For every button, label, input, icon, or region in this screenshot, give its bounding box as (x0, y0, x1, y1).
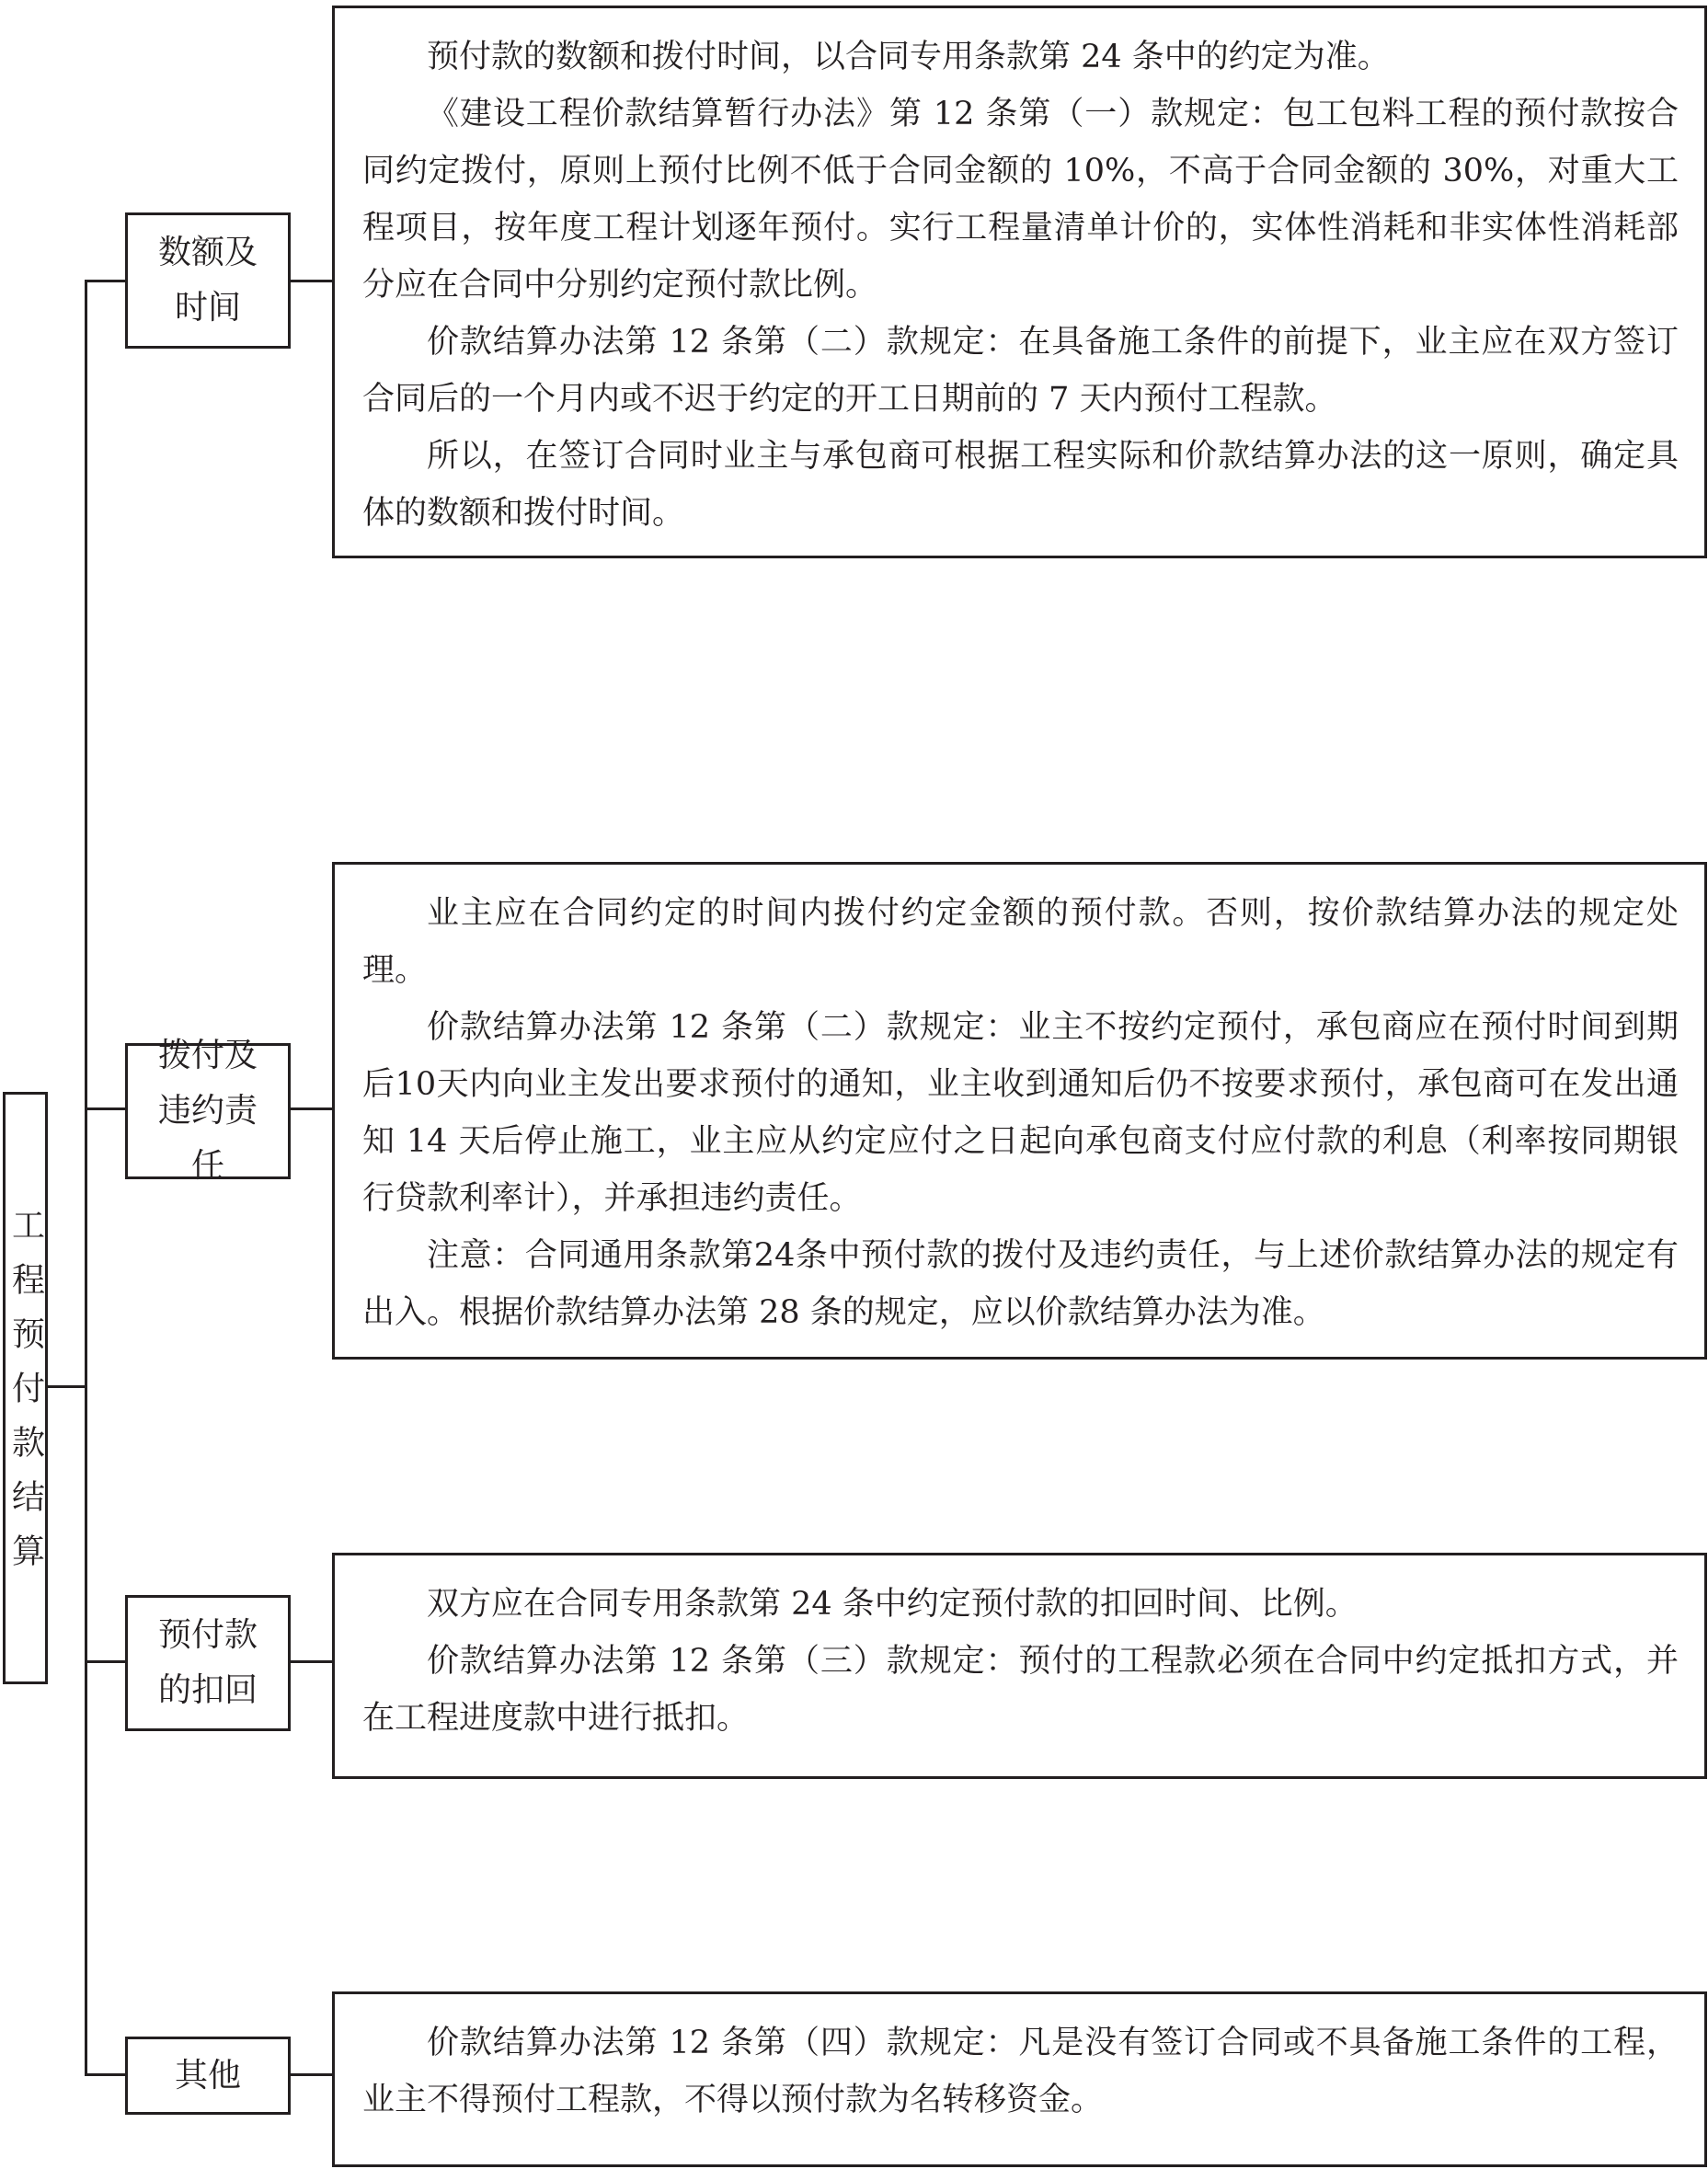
root-node (3, 1092, 48, 1684)
detail-connector-3 (291, 1660, 332, 1663)
root-label: 工程预付款结算 (6, 1207, 45, 1588)
branch-connector-1 (85, 280, 125, 282)
detail-paragraph: 双方应在合同专用条款第 24 条中约定预付款的扣回时间、比例。 (427, 1586, 1358, 1623)
detail-connector-1 (291, 280, 332, 282)
detail-payment-liability (332, 862, 1707, 1360)
category-payment-liability (125, 1037, 291, 1185)
detail-paragraph: 业主应在合同约定的时间内拨付约定金额的预付款。否则，按价款结算办法的规定处理。 (362, 895, 1679, 989)
detail-deduction (332, 1553, 1707, 1779)
category-deduction (125, 1595, 291, 1731)
branch-connector-2 (85, 1107, 125, 1110)
detail-connector-2 (291, 1107, 332, 1110)
detail-paragraph: 价款结算办法第 12 条第（四）款规定：凡是没有签订合同或不具备施工条件的工程，业主不得预付工程款，不得以预付款为名转移资金。 (362, 2025, 1679, 2118)
detail-paragraph: 注意：合同通用条款第24条中预付款的拨付及违约责任，与上述价款结算办法的规定有出入。根据价款结算办法第 28 条的规定，应以价款结算办法为准。 (362, 1237, 1679, 1331)
detail-paragraph: 价款结算办法第 12 条第（二）款规定：在具备施工条件的前提下，业主应在双方签订合同后的一个月内或不迟于约定的开工日期前的 7 天内预付工程款。 (362, 324, 1679, 418)
category-label: 数额及时间 (157, 234, 258, 327)
detail-amount-time (332, 6, 1707, 558)
detail-paragraph: 《建设工程价款结算暂行办法》第 12 条第（一）款规定：包工包料工程的预付款按合同约定拨付，原则上预付比例不低于合同金额的 10%，不高于合同金额的 30%，对重大工程项目，按年度工程计划逐年预付。实行工程量清单计价的，实体性消耗和非实体性消耗部分应在合同中分别约定预付款比例。 (362, 96, 1679, 304)
category-other (125, 2037, 291, 2115)
detail-other (332, 1991, 1707, 2167)
branch-connector-3 (85, 1660, 125, 1663)
root-connector (48, 1385, 86, 1388)
category-label: 预付款的扣回 (157, 1616, 258, 1709)
detail-paragraph: 所以，在签订合同时业主与承包商可根据工程实际和价款结算办法的这一原则，确定具体的数额和拨付时间。 (362, 438, 1679, 532)
detail-paragraph: 价款结算办法第 12 条第（二）款规定：业主不按约定预付，承包商应在预付时间到期后10天内向业主发出要求预付的通知，业主收到通知后仍不按要求预付，承包商可在发出通知 14 天后停止施工，业主应从约定应付之日起向承包商支付应付款的利息（利率按同期银行贷款利率计），并承担违约责任。 (362, 1009, 1679, 1217)
detail-connector-4 (291, 2073, 332, 2076)
trunk-line (85, 280, 87, 2075)
category-amount-time (125, 212, 291, 349)
category-label: 其他 (174, 2056, 241, 2094)
detail-paragraph: 价款结算办法第 12 条第（三）款规定：预付的工程款必须在合同中约定抵扣方式，并在工程进度款中进行抵扣。 (362, 1643, 1679, 1737)
detail-paragraph: 预付款的数额和拨付时间，以合同专用条款第 24 条中的约定为准。 (427, 39, 1390, 75)
category-label: 拨付及违约责任 (157, 1037, 258, 1185)
branch-connector-4 (85, 2073, 125, 2076)
